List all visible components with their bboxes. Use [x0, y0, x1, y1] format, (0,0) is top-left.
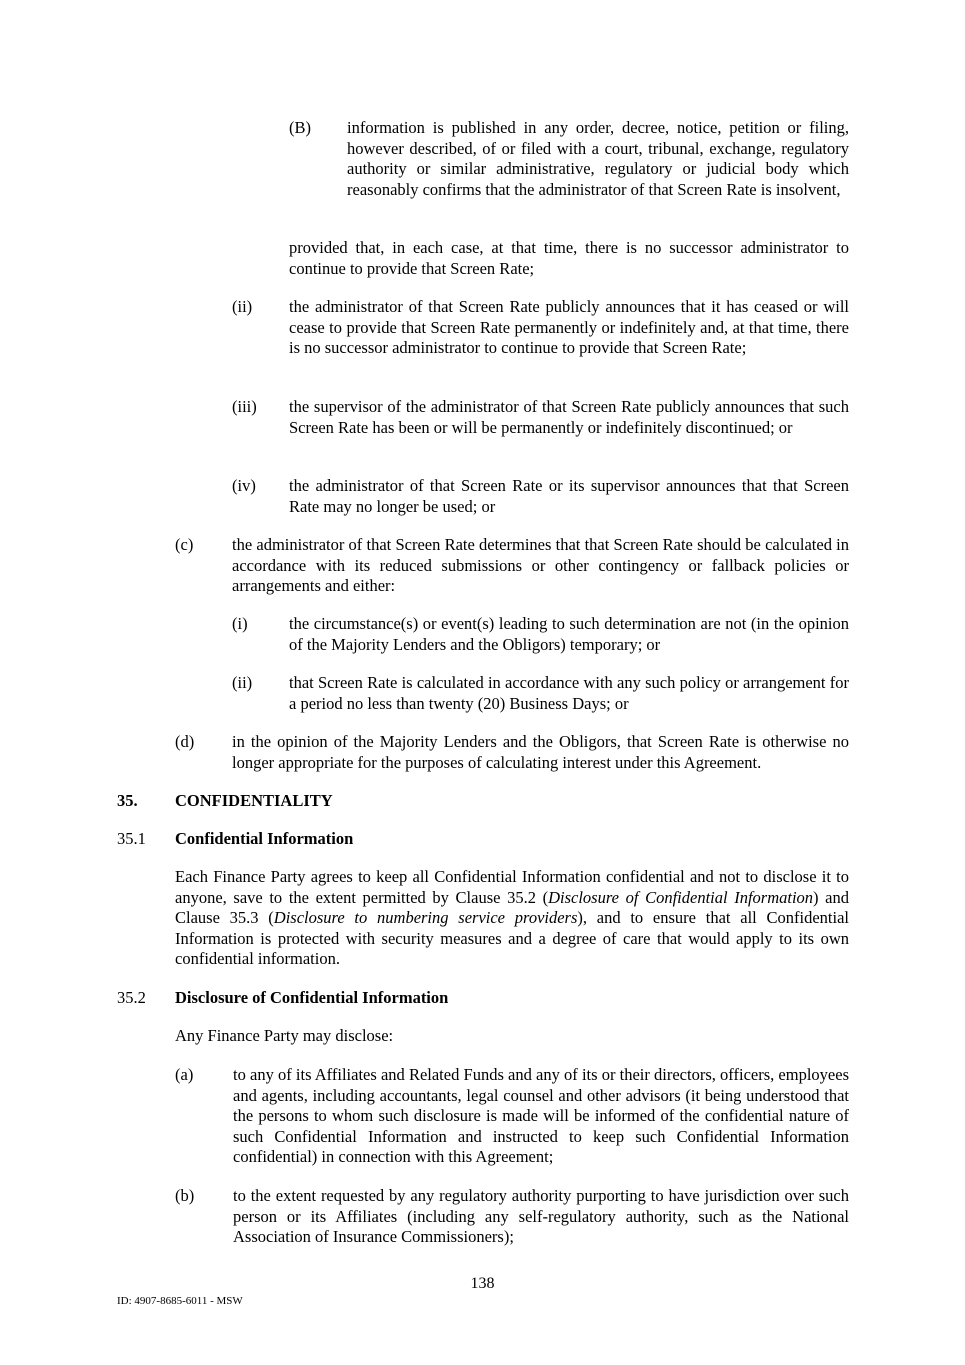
item-label-c-ii: (ii): [232, 673, 253, 692]
item-text-B: information is published in any order, decree, notice, petition or filing, however described, of or filed with a court, tribunal, exchange, regulatory authority or similar administrative, regulatory or judicial body which reasonably confirms that the administrator of that Screen Rate is insolvent,: [347, 118, 849, 199]
clause-35-1-ref-35-3: Disclosure to numbering service providers: [273, 908, 578, 928]
item-label-ii: (ii): [232, 297, 253, 316]
item-text-iii: the supervisor of the administrator of that Screen Rate publicly announces that such Screen Rate has been or will be permanently or indefinitely discontinued; or: [289, 397, 849, 437]
item-label-iii: (iii): [232, 397, 257, 416]
item-text-c-i: the circumstance(s) or event(s) leading to such determination are not (in the opinion of the Majority Lenders and the Obligors) temporary; or: [289, 614, 849, 654]
clause-35-1-text-2: ) and Clause 35.3 (: [175, 887, 849, 928]
clause-35-2-title: Disclosure of Confidential Information: [175, 988, 449, 1007]
item-label-b: (b): [175, 1186, 195, 1205]
item-text-c-ii: that Screen Rate is calculated in accordance with any such policy or arrangement for a period no less than twenty (20) Business Days; or: [289, 673, 849, 713]
clause-35-1-text-1: Each Finance Party agrees to keep all Confidential Information confidential and not to disclose it to anyone, save to the extent permitted by Clause 35.2 (: [175, 867, 849, 907]
clause-35-2-intro: Any Finance Party may disclose:: [175, 1026, 394, 1045]
clause-35-2-number: 35.2: [117, 988, 146, 1007]
section-title: CONFIDENTIALITY: [175, 791, 333, 810]
clause-35-1-ref-35-2: Disclosure of Confidential Information: [548, 887, 814, 907]
item-label-B: (B): [289, 118, 311, 137]
section-number: 35.: [117, 791, 138, 810]
clause-35-1-text-3: ), and to ensure that all Confidential Information is protected with security measures and a degree of care that would apply to its own confidential information.: [175, 908, 849, 969]
clause-35-1-number: 35.1: [117, 829, 146, 848]
item-label-iv: (iv): [232, 476, 256, 495]
item-text-iv: the administrator of that Screen Rate or its supervisor announces that that Screen Rate may no longer be used; or: [289, 476, 849, 516]
page-number: 138: [470, 1275, 495, 1292]
item-text-ii: the administrator of that Screen Rate publicly announces that it has ceased or will cease to provide that Screen Rate permanently or indefinitely and, at that time, there is no successor administrator to continue to provide that Screen Rate;: [289, 297, 849, 358]
item-text-d: in the opinion of the Majority Lenders and the Obligors, that Screen Rate is otherwise no longer appropriate for the purposes of calculating interest under this Agreement.: [232, 732, 849, 772]
item-text-c: the administrator of that Screen Rate determines that that Screen Rate should be calculated in accordance with its reduced submissions or other contingency or fallback policies or arrangements and either:: [232, 535, 849, 596]
clause-35-1-paragraph: [175, 867, 849, 970]
document-id: ID: 4907-8685-6011 - MSW: [117, 1295, 243, 1307]
item-label-a: (a): [175, 1065, 194, 1084]
item-text-a: to any of its Affiliates and Related Funds and any of its or their directors, officers, employees and agents, including accountants, legal counsel and other advisors (it being understood that the persons to whom such disclosure is made will be informed of the confidential nature of such Confidential Information and instructed to keep such Confidential Information confidential) in connection with this Agreement;: [233, 1065, 849, 1167]
proviso-paragraph: provided that, in each case, at that time, there is no successor administrator to continue to provide that Screen Rate;: [289, 238, 849, 278]
item-label-c-i: (i): [232, 614, 248, 633]
item-label-d: (d): [175, 732, 195, 751]
item-label-c: (c): [175, 535, 194, 554]
clause-35-1-title: Confidential Information: [175, 829, 354, 848]
item-text-b: to the extent requested by any regulatory authority purporting to have jurisdiction over such person or its Affiliates (including any self-regulatory authority, such as the National Association of Insurance Commissioners);: [233, 1186, 849, 1247]
